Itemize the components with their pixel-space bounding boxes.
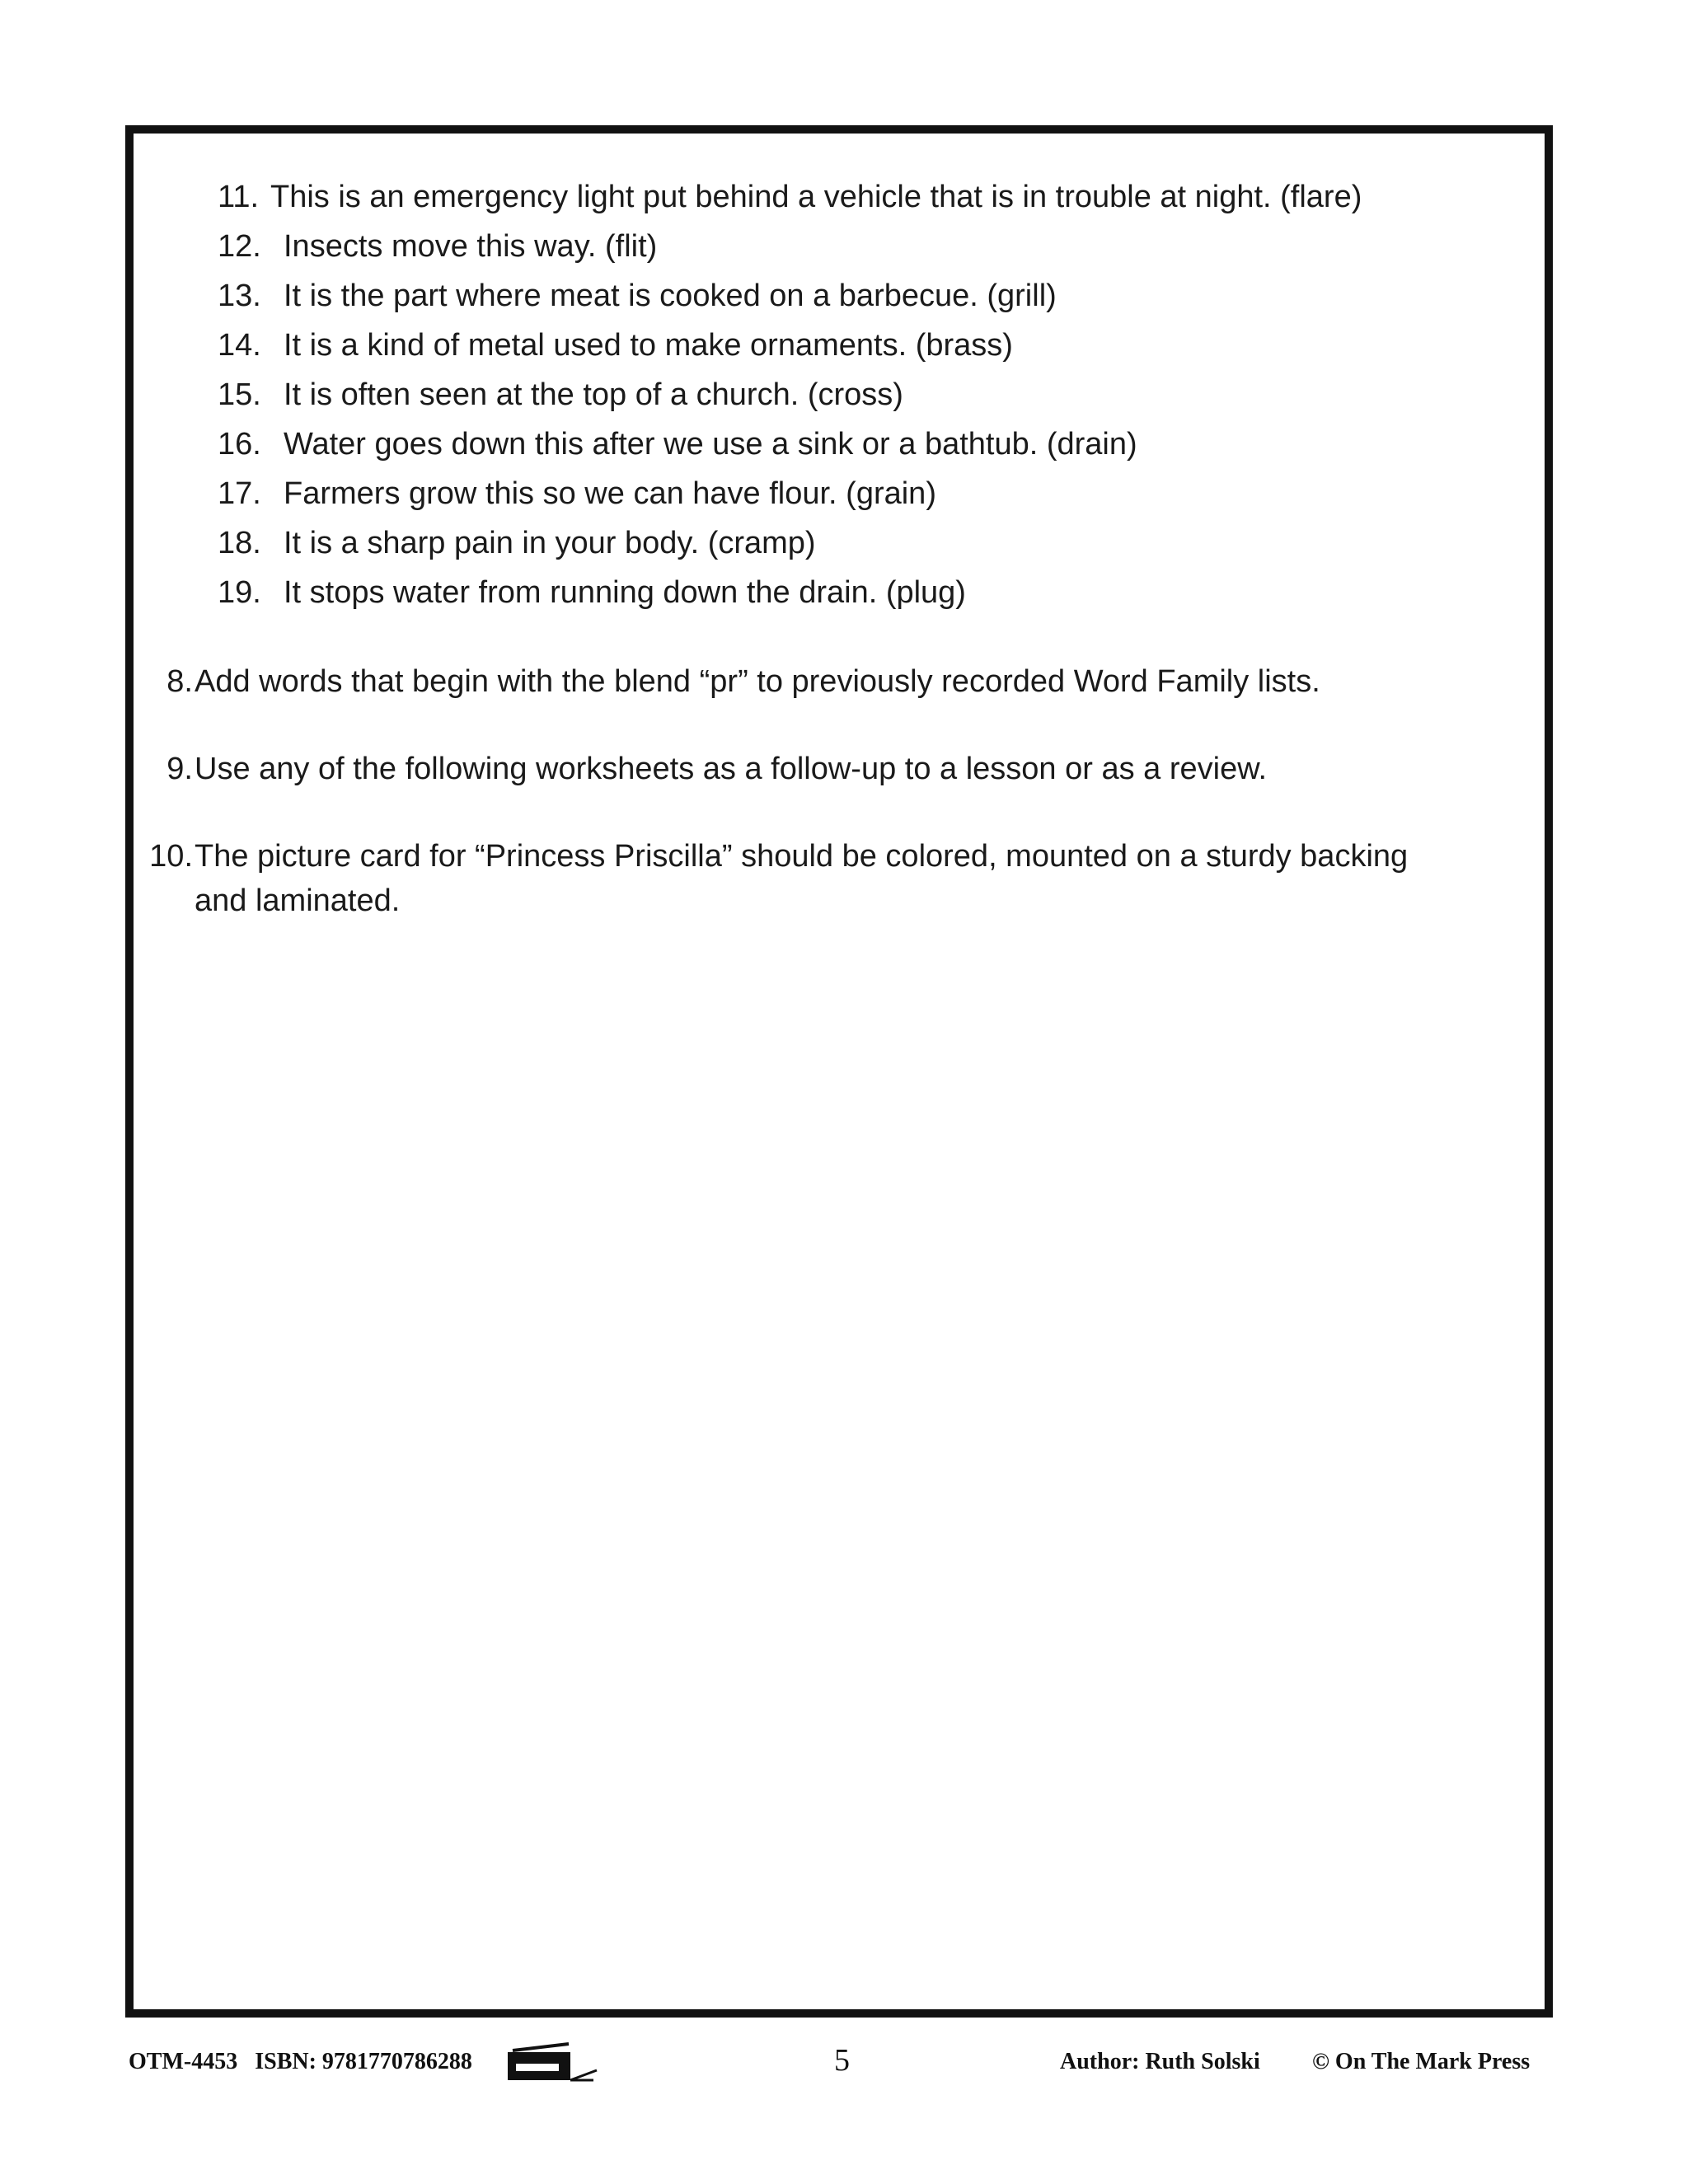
list-item: [218, 222, 1362, 271]
item-text: It is a kind of metal used to make ornaments. (brass): [284, 328, 1013, 363]
item-text: It is the part where meat is cooked on a barbecue. (grill): [284, 279, 1057, 313]
list-item: [218, 518, 1362, 568]
page-footer: [0, 2042, 1688, 2092]
publisher-logo-icon: [504, 2042, 605, 2083]
copyright-notice: © On The Mark Press: [1312, 2049, 1531, 2074]
list-item: [218, 271, 1362, 321]
item-text: Use any of the following worksheets as a follow-up to a lesson or as a review.: [195, 752, 1268, 786]
item-number: 12.: [218, 229, 261, 264]
item-number: 10.: [149, 839, 193, 874]
item-text: Insects move this way. (flit): [284, 229, 658, 264]
item-text: Water goes down this after we use a sink or a bathtub. (drain): [284, 427, 1137, 462]
item-number: 9.: [166, 752, 193, 786]
item-number: 15.: [218, 377, 261, 412]
item-number: 19.: [218, 575, 261, 610]
list-item: [218, 568, 1362, 617]
item-text: This is an emergency light put behind a vehicle that is in trouble at night. (flare): [270, 180, 1362, 214]
item-text: The picture card for “Princess Priscilla” should be colored, mounted on a sturdy backing and laminated.: [195, 839, 1409, 918]
item-number: 11.: [218, 180, 260, 214]
item-number: 18.: [218, 526, 261, 560]
list-item: [218, 172, 1362, 222]
footer-identifiers: [129, 2049, 472, 2075]
list-item: [218, 321, 1362, 370]
item-number: 17.: [218, 476, 261, 511]
list-item: [218, 370, 1362, 419]
item-number: 13.: [218, 279, 261, 313]
product-code: OTM-4453: [129, 2049, 238, 2074]
item-text: It is often seen at the top of a church. (cross): [284, 377, 903, 412]
page-frame: [125, 125, 1553, 2018]
item-text: It is a sharp pain in your body. (cramp): [284, 526, 816, 560]
item-number: 16.: [218, 427, 261, 462]
item-text: Add words that begin with the blend “pr” to previously recorded Word Family lists.: [195, 664, 1320, 699]
page-number: 5: [834, 2043, 850, 2078]
item-number: 8.: [166, 664, 193, 699]
author-credit: Author: Ruth Solski: [1060, 2049, 1260, 2074]
list-item: [218, 419, 1362, 469]
list-item: [218, 469, 1362, 518]
isbn: ISBN: 9781770786288: [255, 2049, 472, 2074]
item-number: 14.: [218, 328, 261, 363]
item-text: Farmers grow this so we can have flour. (grain): [284, 476, 936, 511]
sub-question-list: [218, 172, 1362, 617]
item-text: It stops water from running down the drain. (plug): [284, 575, 966, 610]
